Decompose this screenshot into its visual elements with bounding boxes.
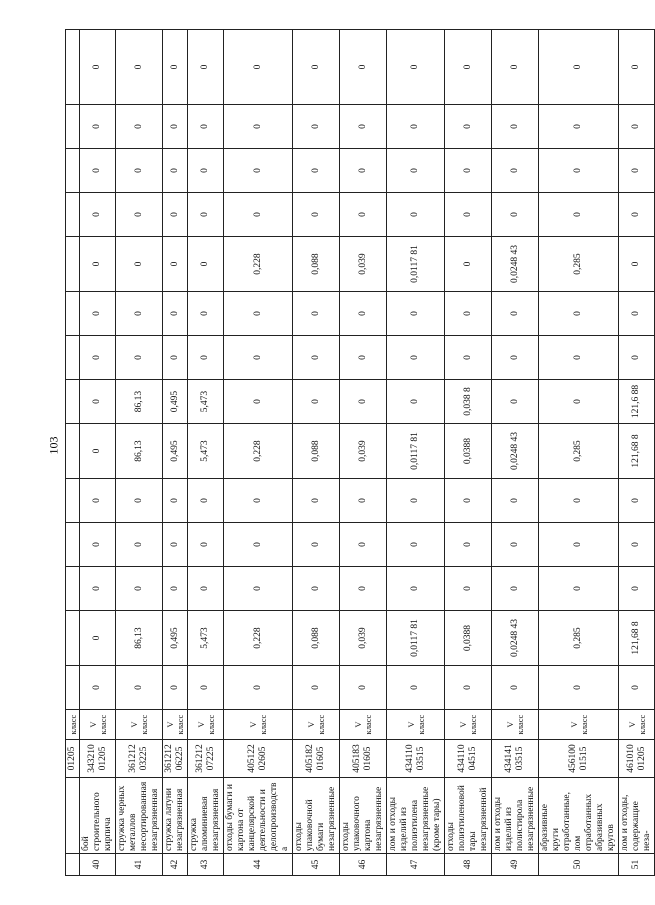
value-cell: 0 (188, 149, 224, 193)
value-cell: 0 (492, 30, 539, 105)
value-cell: 0 (539, 666, 619, 710)
fragment-empty (66, 523, 80, 567)
value-cell: 0 (116, 479, 163, 523)
value-cell: 0 (387, 523, 445, 567)
value-cell: 0 (492, 479, 539, 523)
waste-name: стружка латуни незагрязненная (163, 778, 188, 854)
value-cell: 0 (188, 567, 224, 611)
value-cell: 0 (188, 30, 224, 105)
fragment-empty (66, 611, 80, 666)
value-cell: 0 (539, 336, 619, 380)
row-number: 51 (619, 854, 655, 876)
table-row (80, 30, 116, 876)
value-cell: 0 (80, 30, 116, 105)
value-cell: 0 (188, 292, 224, 336)
hazard-class: V класс (340, 710, 387, 740)
value-cell: 0 (539, 149, 619, 193)
value-cell: 0 (116, 567, 163, 611)
value-cell: 0 (188, 193, 224, 237)
waste-name: лом и отходы изделий из полистирола незагрязненные (492, 778, 539, 854)
hazard-class: V класс (492, 710, 539, 740)
value-cell: 0,0117 81 (387, 611, 445, 666)
value-cell: 0 (619, 149, 655, 193)
value-cell: 0 (445, 523, 492, 567)
value-cell: 0 (492, 292, 539, 336)
value-cell: 0 (163, 30, 188, 105)
value-cell: 0 (163, 237, 188, 292)
value-cell: 0,285 (539, 424, 619, 479)
value-cell: 86,13 (116, 424, 163, 479)
value-cell: 0 (163, 666, 188, 710)
value-cell: 0 (163, 105, 188, 149)
hazard-class: V класс (163, 710, 188, 740)
value-cell: 0 (116, 30, 163, 105)
value-cell: 0 (188, 237, 224, 292)
value-cell: 0 (293, 292, 340, 336)
value-cell: 0 (224, 149, 293, 193)
fragment-empty (66, 30, 80, 105)
value-cell: 0 (293, 193, 340, 237)
value-cell: 0 (387, 479, 445, 523)
waste-name: лом и отходы, содержащие неза- (619, 778, 655, 854)
fragment-empty (66, 237, 80, 292)
fragment-empty (66, 336, 80, 380)
value-cell: 0 (116, 105, 163, 149)
fkko-code: 361212 06225 (163, 740, 188, 778)
hazard-class: V класс (293, 710, 340, 740)
value-cell: 0,228 (224, 611, 293, 666)
table-row (492, 30, 539, 876)
value-cell: 0 (387, 380, 445, 424)
value-cell: 0,039 (340, 237, 387, 292)
value-cell: 0 (293, 479, 340, 523)
value-cell: 0 (539, 380, 619, 424)
table-row (619, 30, 655, 876)
fragment-empty (66, 666, 80, 710)
table-row (539, 30, 619, 876)
value-cell: 0 (539, 523, 619, 567)
page-number: 103 (46, 436, 61, 455)
value-cell: 0 (619, 336, 655, 380)
value-cell: 0 (340, 380, 387, 424)
value-cell: 0 (224, 479, 293, 523)
value-cell: 0 (445, 105, 492, 149)
value-cell: 0 (387, 292, 445, 336)
table-row-fragment (66, 30, 80, 876)
table-row (387, 30, 445, 876)
table-container (65, 30, 652, 876)
row-number: 45 (293, 854, 340, 876)
row-number: 49 (492, 854, 539, 876)
value-cell: 121,6 88 (619, 380, 655, 424)
value-cell: 0 (387, 567, 445, 611)
value-cell: 0 (340, 666, 387, 710)
value-cell: 0 (80, 193, 116, 237)
value-cell: 0 (619, 567, 655, 611)
waste-name: лом и отходы изделий из полиэтилена незагрязненные (кроме тары) (387, 778, 445, 854)
value-cell: 0 (293, 30, 340, 105)
value-cell: 0 (163, 336, 188, 380)
fragment-empty (66, 778, 80, 854)
fkko-code: 361212 03225 (116, 740, 163, 778)
value-cell: 0 (116, 193, 163, 237)
value-cell: 0 (445, 336, 492, 380)
value-cell: 0 (188, 523, 224, 567)
value-cell: 0 (80, 523, 116, 567)
value-cell: 0 (492, 336, 539, 380)
value-cell: 0 (492, 567, 539, 611)
value-cell: 0 (163, 292, 188, 336)
value-cell: 0 (539, 193, 619, 237)
value-cell: 0 (188, 336, 224, 380)
value-cell: 0 (492, 380, 539, 424)
value-cell: 0 (116, 292, 163, 336)
value-cell: 5,473 (188, 611, 224, 666)
row-number: 41 (116, 854, 163, 876)
value-cell: 0 (80, 237, 116, 292)
row-number: 50 (539, 854, 619, 876)
value-cell: 0 (340, 30, 387, 105)
value-cell: 0 (116, 523, 163, 567)
table-row (224, 30, 293, 876)
value-cell: 0 (293, 666, 340, 710)
value-cell: 0 (293, 105, 340, 149)
value-cell: 0 (293, 523, 340, 567)
value-cell: 0 (387, 105, 445, 149)
value-cell: 0 (387, 336, 445, 380)
value-cell: 0,228 (224, 237, 293, 292)
table-row (116, 30, 163, 876)
value-cell: 0 (492, 523, 539, 567)
value-cell: 0 (619, 523, 655, 567)
waste-name: отходы полиэтиленовой тары незагрязненной (445, 778, 492, 854)
value-cell: 0 (492, 149, 539, 193)
fragment-empty (66, 380, 80, 424)
value-cell: 0 (340, 567, 387, 611)
value-cell: 0 (188, 479, 224, 523)
value-cell: 0 (492, 193, 539, 237)
value-cell: 0 (619, 479, 655, 523)
value-cell: 0,088 (293, 424, 340, 479)
value-cell: 0,088 (293, 611, 340, 666)
value-cell: 0 (340, 479, 387, 523)
value-cell: 0 (340, 292, 387, 336)
value-cell: 0 (224, 336, 293, 380)
waste-name: отходы упаковочного картона незагрязненные (340, 778, 387, 854)
row-number: 40 (80, 854, 116, 876)
value-cell: 0 (224, 523, 293, 567)
table-row (293, 30, 340, 876)
value-cell: 0,088 (293, 237, 340, 292)
value-cell: 0 (80, 105, 116, 149)
fkko-code: 456100 01515 (539, 740, 619, 778)
fkko-code: 434141 03515 (492, 740, 539, 778)
value-cell: 0 (340, 193, 387, 237)
fkko-code: 434110 04515 (445, 740, 492, 778)
value-cell: 5,473 (188, 424, 224, 479)
row-number: 47 (387, 854, 445, 876)
value-cell: 0 (163, 567, 188, 611)
fragment-empty (66, 854, 80, 876)
value-cell: 0,0388 (445, 611, 492, 666)
value-cell: 0 (445, 237, 492, 292)
value-cell: 0 (340, 523, 387, 567)
value-cell: 121,68 8 (619, 611, 655, 666)
value-cell: 0 (163, 193, 188, 237)
value-cell: 0 (163, 523, 188, 567)
value-cell: 0 (163, 149, 188, 193)
value-cell: 0 (116, 237, 163, 292)
value-cell: 0 (163, 479, 188, 523)
waste-name: абразивные круги отработанные, лом отработанных абразивных кругов (539, 778, 619, 854)
value-cell: 0 (492, 105, 539, 149)
row-number: 44 (224, 854, 293, 876)
value-cell: 0 (445, 30, 492, 105)
fragment-empty (66, 424, 80, 479)
value-cell: 0,039 (340, 611, 387, 666)
value-cell: 0,039 (340, 424, 387, 479)
value-cell: 0 (492, 666, 539, 710)
table-row (188, 30, 224, 876)
value-cell: 0 (188, 666, 224, 710)
value-cell: 0 (224, 105, 293, 149)
value-cell: 0 (445, 292, 492, 336)
value-cell: 0 (224, 193, 293, 237)
waste-name: стружка черных металлов несортированная незагрязненная (116, 778, 163, 854)
fkko-code: 434110 03515 (387, 740, 445, 778)
value-cell: 0 (445, 666, 492, 710)
value-cell: 0 (340, 336, 387, 380)
value-cell: 0,038 8 (445, 380, 492, 424)
value-cell: 0,0248 43 (492, 237, 539, 292)
waste-name: отходы упаковочной бумаги незагрязненные (293, 778, 340, 854)
hazard-class: V класс (80, 710, 116, 740)
value-cell: 0 (116, 336, 163, 380)
value-cell: 0 (539, 30, 619, 105)
value-cell: 0 (224, 666, 293, 710)
fkko-code: 343210 01205 (80, 740, 116, 778)
value-cell: 0 (80, 424, 116, 479)
fragment-empty (66, 479, 80, 523)
value-cell: 0 (80, 611, 116, 666)
value-cell: 5,473 (188, 380, 224, 424)
fkko-code: 461010 01205 (619, 740, 655, 778)
row-number: 48 (445, 854, 492, 876)
value-cell: 0 (539, 479, 619, 523)
waste-name: отходы бумаги и картона от канцелярской деятельности и делопроизводства (224, 778, 293, 854)
value-cell: 0 (619, 237, 655, 292)
value-cell: 0 (116, 666, 163, 710)
table-row (445, 30, 492, 876)
value-cell: 0 (619, 292, 655, 336)
hazard-class: V класс (539, 710, 619, 740)
value-cell: 86,13 (116, 611, 163, 666)
value-cell: 0 (387, 666, 445, 710)
value-cell: 0 (340, 105, 387, 149)
value-cell: 0 (80, 666, 116, 710)
table-row (163, 30, 188, 876)
waste-table (65, 29, 655, 876)
row-number: 43 (188, 854, 224, 876)
value-cell: 0 (619, 193, 655, 237)
hazard-class: V класс (116, 710, 163, 740)
value-cell: 0,0117 81 (387, 424, 445, 479)
value-cell: 0,0248 43 (492, 611, 539, 666)
value-cell: 0 (539, 567, 619, 611)
value-cell: 0 (619, 105, 655, 149)
waste-name: стружка алюминиевая незагрязненная (188, 778, 224, 854)
value-cell: 121,68 8 (619, 424, 655, 479)
fragment-empty (66, 193, 80, 237)
value-cell: 0 (619, 666, 655, 710)
value-cell: 0,0388 (445, 424, 492, 479)
fragment-empty (66, 292, 80, 336)
value-cell: 0,0117 81 (387, 237, 445, 292)
value-cell: 0 (293, 567, 340, 611)
hazard-class: V класс (224, 710, 293, 740)
table-row (340, 30, 387, 876)
fragment-empty (66, 105, 80, 149)
value-cell: 0 (619, 30, 655, 105)
value-cell: 86,13 (116, 380, 163, 424)
row-number: 42 (163, 854, 188, 876)
value-cell: 0 (445, 479, 492, 523)
value-cell: 0 (387, 193, 445, 237)
fkko-code: 405122 02605 (224, 740, 293, 778)
value-cell: 0 (293, 336, 340, 380)
hazard-class: V класс (387, 710, 445, 740)
value-cell: 0 (387, 30, 445, 105)
value-cell: 0,285 (539, 237, 619, 292)
value-cell: 0,285 (539, 611, 619, 666)
value-cell: 0 (224, 292, 293, 336)
value-cell: 0 (80, 479, 116, 523)
value-cell: 0,495 (163, 611, 188, 666)
value-cell: 0 (224, 380, 293, 424)
row-number: 46 (340, 854, 387, 876)
hazard-class: V класс (445, 710, 492, 740)
hazard-class: V класс (619, 710, 655, 740)
value-cell: 0 (188, 105, 224, 149)
fragment-empty (66, 149, 80, 193)
value-cell: 0 (340, 149, 387, 193)
value-cell: 0 (445, 149, 492, 193)
value-cell: 0 (445, 567, 492, 611)
value-cell: 0,0248 43 (492, 424, 539, 479)
fkko-code: 405183 01605 (340, 740, 387, 778)
fragment-code: 01205 (66, 740, 80, 778)
value-cell: 0 (80, 336, 116, 380)
value-cell: 0,495 (163, 424, 188, 479)
value-cell: 0 (80, 567, 116, 611)
hazard-class: V класс (188, 710, 224, 740)
value-cell: 0 (80, 292, 116, 336)
value-cell: 0 (80, 380, 116, 424)
value-cell: 0 (293, 380, 340, 424)
value-cell: 0 (293, 149, 340, 193)
waste-name: бой строительного кирпича (80, 778, 116, 854)
fkko-code: 361212 07225 (188, 740, 224, 778)
value-cell: 0 (539, 292, 619, 336)
value-cell: 0 (387, 149, 445, 193)
fkko-code: 405182 01605 (293, 740, 340, 778)
value-cell: 0 (224, 30, 293, 105)
value-cell: 0 (80, 149, 116, 193)
fragment-empty (66, 567, 80, 611)
value-cell: 0 (445, 193, 492, 237)
value-cell: 0 (539, 105, 619, 149)
value-cell: 0,228 (224, 424, 293, 479)
value-cell: 0,495 (163, 380, 188, 424)
value-cell: 0 (224, 567, 293, 611)
fragment-hazard: класс (66, 710, 80, 740)
value-cell: 0 (116, 149, 163, 193)
